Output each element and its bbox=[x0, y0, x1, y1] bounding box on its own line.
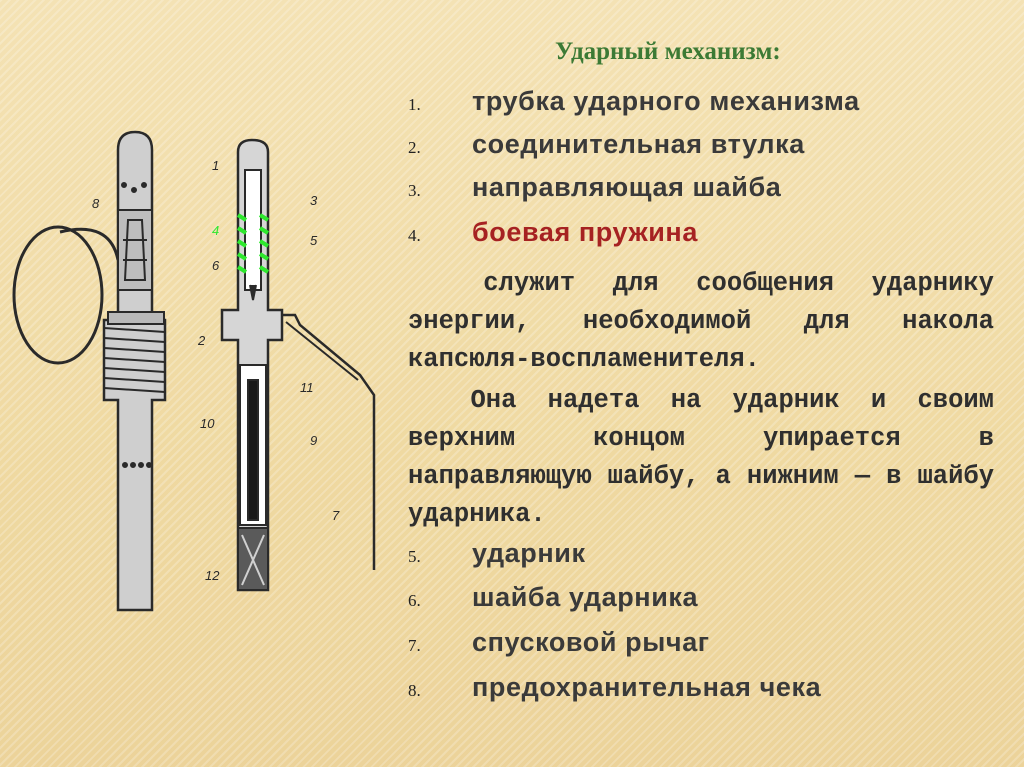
list-number: 5. bbox=[408, 547, 421, 566]
label-11: 11 bbox=[300, 380, 314, 395]
label-9: 9 bbox=[310, 433, 318, 448]
list-text: шайба ударника bbox=[472, 582, 699, 612]
description-paragraph-2: Она надета на ударник и своим верхним концом упирается в направляющую шайбу, а нижним — в шайбу ударника. bbox=[408, 386, 994, 529]
label-2: 2 bbox=[198, 333, 206, 348]
list-number: 7. bbox=[408, 636, 421, 655]
list-number: 1. bbox=[408, 95, 421, 114]
list-text: трубка ударного механизма bbox=[472, 86, 860, 116]
label-10: 10 bbox=[200, 416, 215, 431]
label-8: 8 bbox=[92, 196, 100, 211]
description-paragraph-1: служит для сообщения ударнику энергии, необходимой для накола капсюля-воспламенителя. bbox=[408, 269, 994, 374]
safety-ring bbox=[14, 227, 102, 363]
list-text: ударник bbox=[472, 538, 586, 568]
list-text: спусковой рычаг bbox=[472, 627, 710, 657]
list-number: 6. bbox=[408, 591, 421, 610]
list-text: направляющая шайба bbox=[472, 172, 782, 202]
fuse-mechanism-illustration bbox=[0, 110, 400, 670]
label-5: 5 bbox=[310, 233, 318, 248]
label-4: 4 bbox=[212, 223, 220, 238]
label-12: 12 bbox=[205, 568, 220, 583]
list-text: предохранительная чека bbox=[472, 672, 822, 702]
list-text-highlighted: боевая пружина bbox=[472, 217, 698, 247]
label-1: 1 bbox=[212, 158, 220, 173]
label-6: 6 bbox=[212, 258, 220, 273]
label-7: 7 bbox=[332, 508, 340, 523]
list-text: соединительная втулка bbox=[472, 129, 805, 159]
slide-heading: Ударный механизм: bbox=[555, 38, 781, 65]
list-number: 2. bbox=[408, 138, 421, 157]
list-number: 8. bbox=[408, 681, 421, 700]
list-number: 4. bbox=[408, 226, 421, 245]
label-3: 3 bbox=[310, 193, 318, 208]
list-number: 3. bbox=[408, 181, 421, 200]
